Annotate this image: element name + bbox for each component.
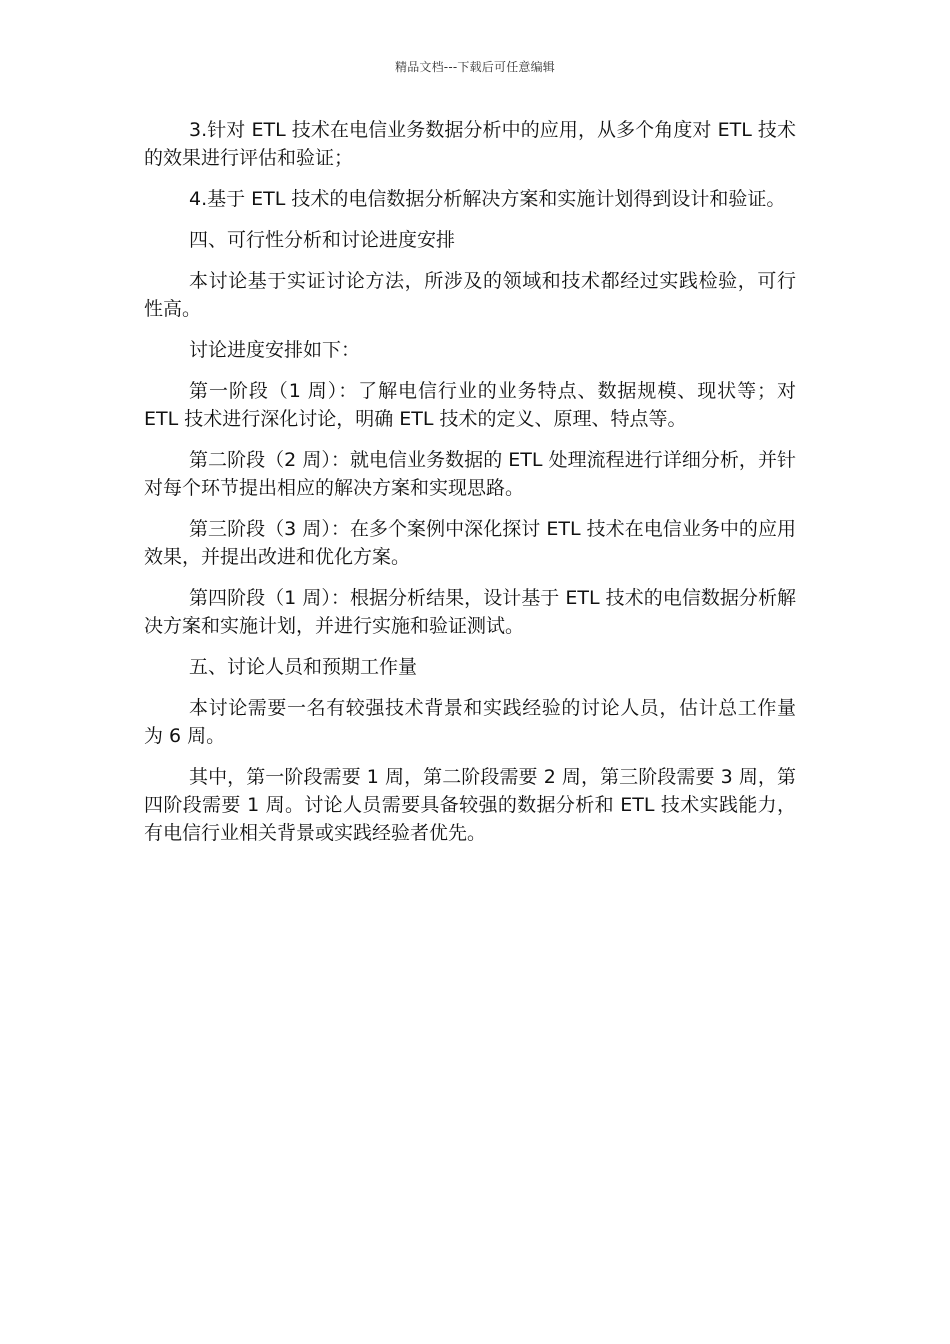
feasibility-paragraph: 本讨论基于实证讨论方法，所涉及的领域和技术都经过实践检验，可行性高。 — [144, 270, 796, 320]
staffing-paragraph: 本讨论需要一名有较强技术背景和实践经验的讨论人员，估计总工作量为 6 周。 — [144, 697, 796, 747]
list-item-3: 3.针对 ETL 技术在电信业务数据分析中的应用，从多个角度对 ETL 技术的效果进行评估和验证； — [144, 119, 796, 169]
document-body — [144, 116, 796, 860]
list-item-4: 4.基于 ETL 技术的电信数据分析解决方案和实施计划得到设计和验证。 — [189, 188, 786, 210]
page-header: 精品文档---下载后可任意编辑 — [395, 60, 555, 74]
section-heading-staffing: 五、讨论人员和预期工作量 — [189, 656, 418, 678]
schedule-phase-4: 第四阶段（1 周）：根据分析结果，设计基于 ETL 技术的电信数据分析解决方案和实施计划，并进行实施和验证测试。 — [144, 587, 796, 637]
section-heading-feasibility: 四、可行性分析和讨论进度安排 — [189, 229, 456, 251]
schedule-phase-2: 第二阶段（2 周）：就电信业务数据的 ETL 处理流程进行详细分析，并针对每个环节提出相应的解决方案和实现思路。 — [144, 449, 796, 499]
schedule-phase-1: 第一阶段（1 周）：了解电信行业的业务特点、数据规模、现状等；对 ETL 技术进行深化讨论，明确 ETL 技术的定义、原理、特点等。 — [144, 380, 796, 430]
schedule-phase-3: 第三阶段（3 周）：在多个案例中深化探讨 ETL 技术在电信业务中的应用效果，并提出改进和优化方案。 — [144, 518, 796, 568]
schedule-intro: 讨论进度安排如下： — [189, 339, 361, 361]
workload-paragraph: 其中，第一阶段需要 1 周，第二阶段需要 2 周，第三阶段需要 3 周，第四阶段需要 1 周。讨论人员需要具备较强的数据分析和 ETL 技术实践能力，有电信行业相关背景或实践经验者优先。 — [144, 766, 796, 844]
